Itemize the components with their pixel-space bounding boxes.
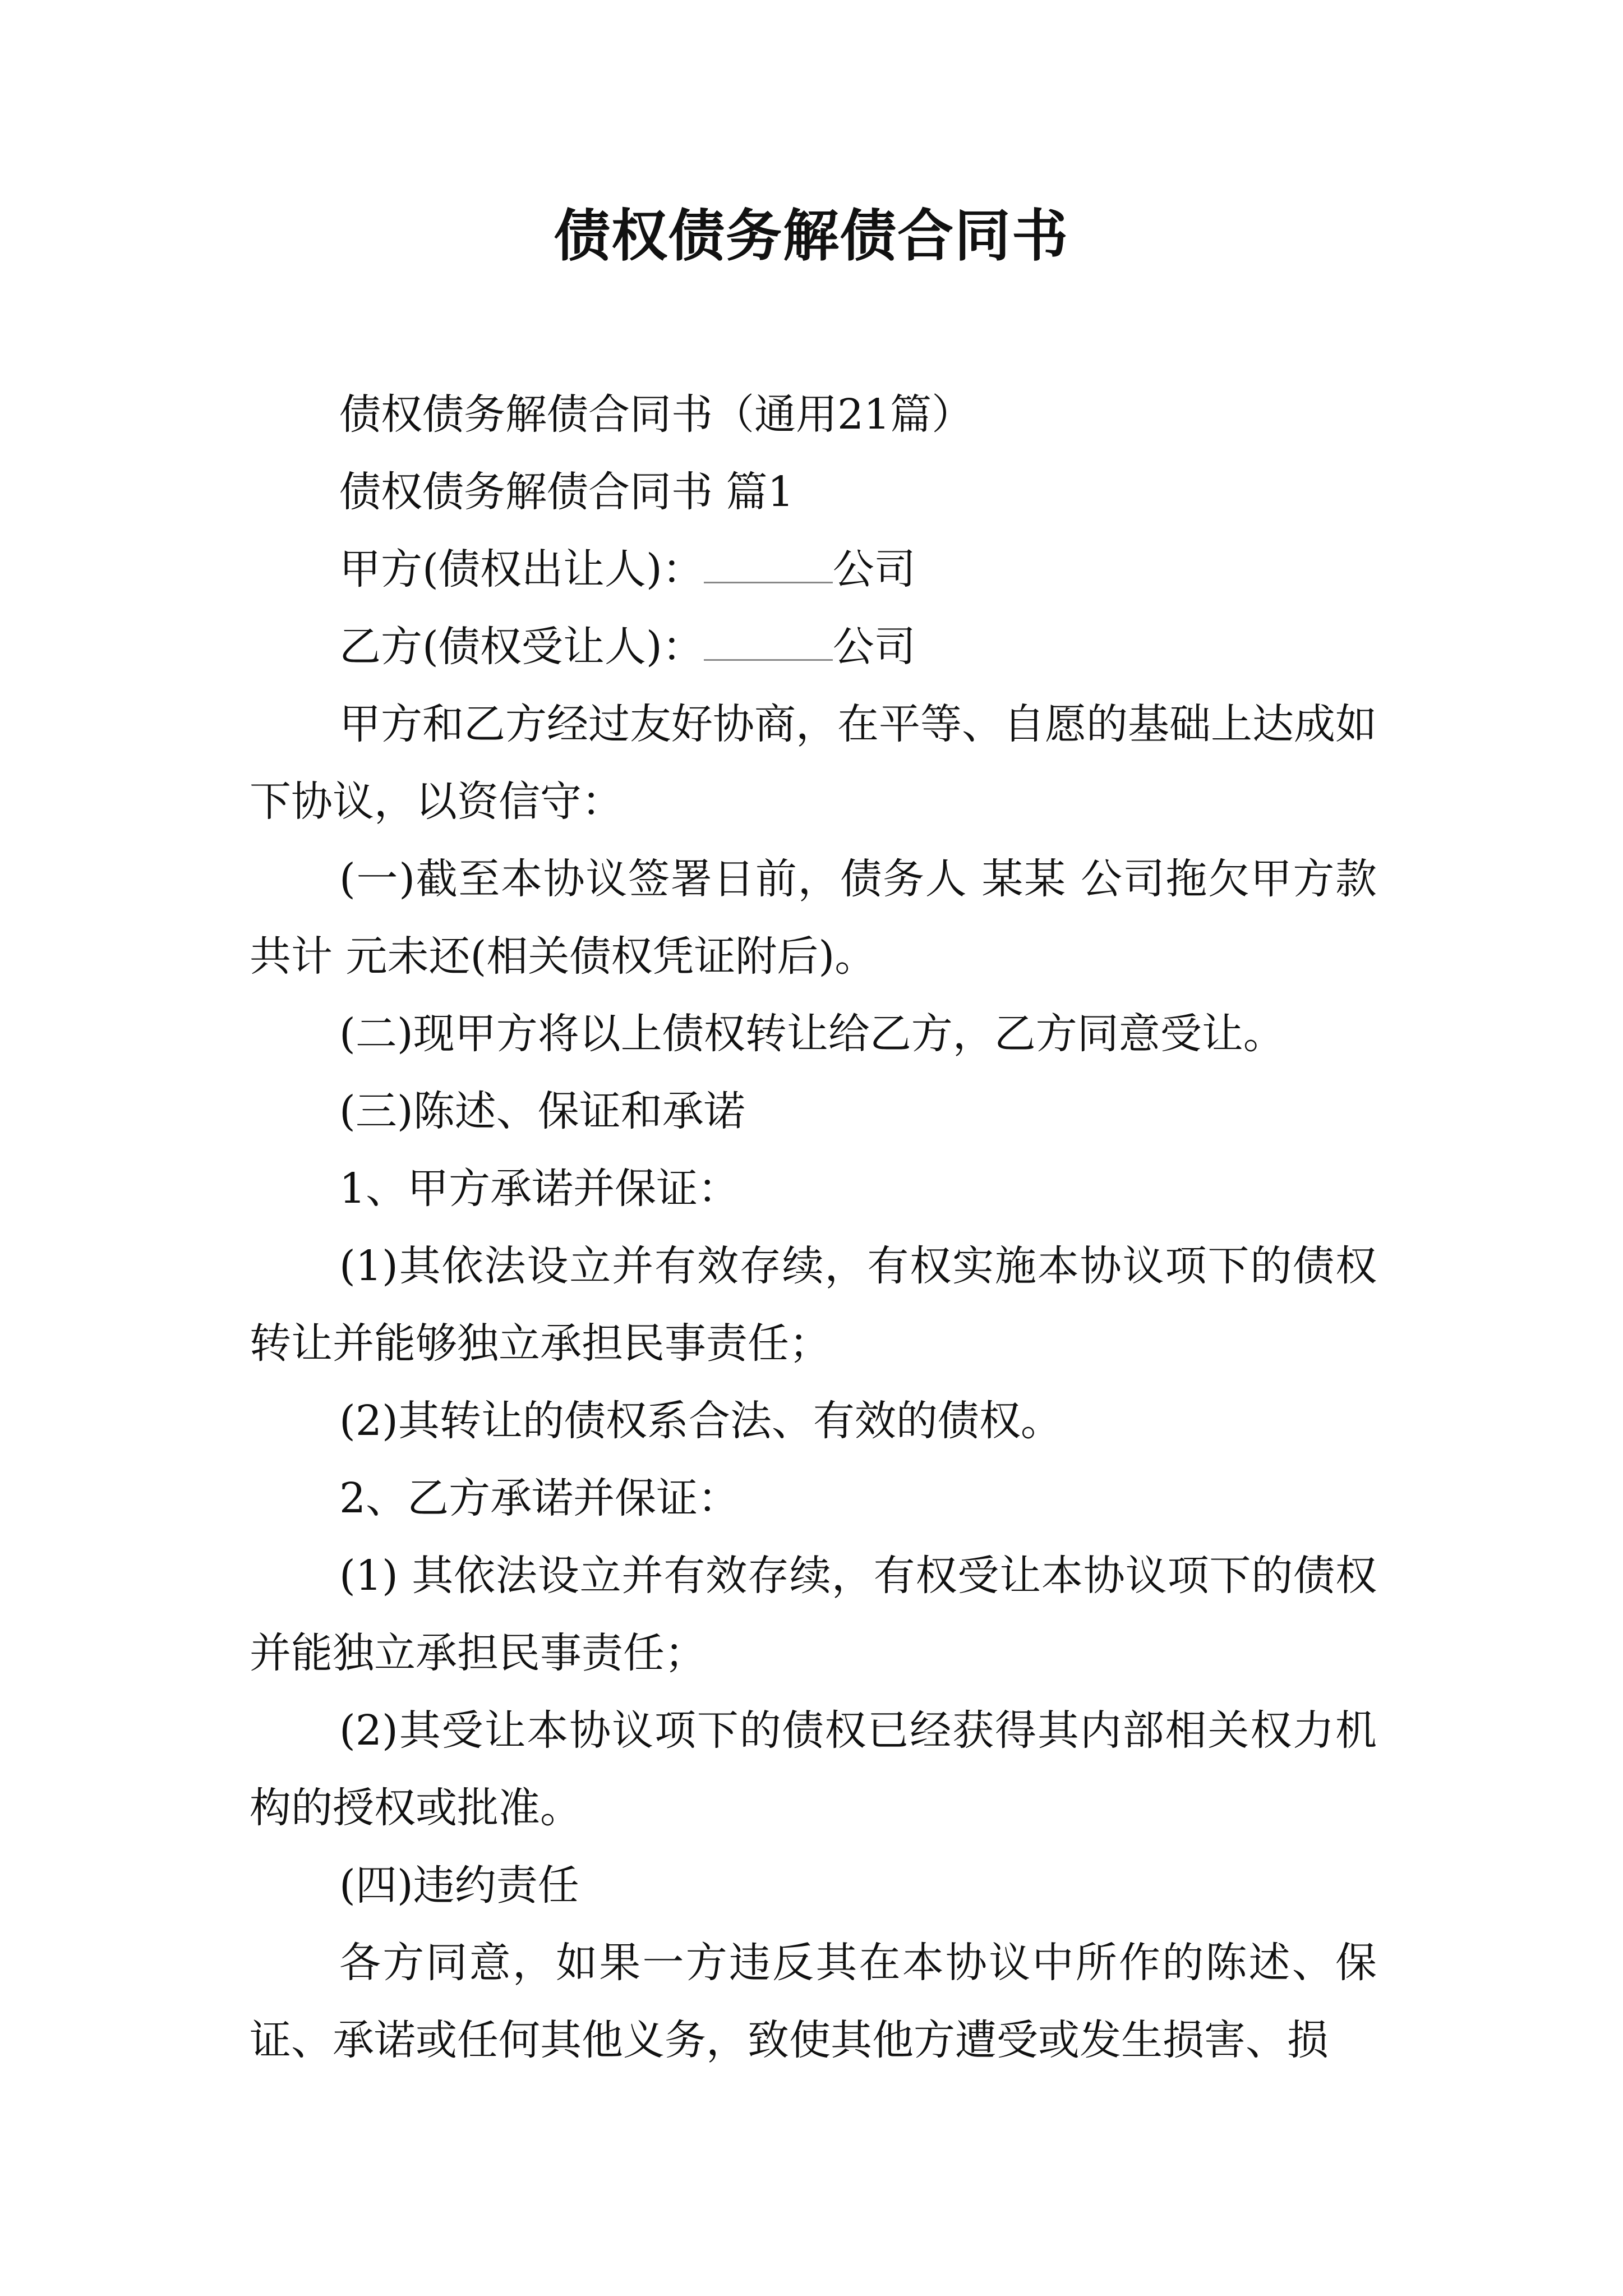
paragraph-clause-3: (三)陈述、保证和承诺 xyxy=(339,1087,745,1135)
party-a-blank xyxy=(704,542,833,583)
paragraph-clause-3-2-a: (1) 其依法设立并有效存续，有权受让本协议项下的债权并能独立承担民事责任； xyxy=(250,1552,1377,1677)
paragraph-section-heading: 债权债务解债合同书 篇1 xyxy=(339,468,794,516)
party-b-label: 乙方(债权受让人)： xyxy=(339,623,704,671)
party-a-suffix: 公司 xyxy=(832,545,916,593)
paragraph-clause-3-1: 1、甲方承诺并保证： xyxy=(339,1165,740,1213)
paragraph-party-b xyxy=(250,608,1377,685)
document-body xyxy=(250,376,1377,2079)
party-b-suffix: 公司 xyxy=(832,623,916,671)
paragraph-clause-4: (四)违约责任 xyxy=(339,1861,579,1910)
paragraph-clause-3-1-a: (1)其依法设立并有效存续，有权实施本协议项下的债权转让并能够独立承担民事责任； xyxy=(250,1242,1377,1368)
paragraph-party-a xyxy=(250,531,1377,608)
party-a-label: 甲方(债权出让人)： xyxy=(339,545,704,593)
paragraph-intro: 甲方和乙方经过友好协商，在平等、自愿的基础上达成如下协议，以资信守： xyxy=(250,700,1377,826)
paragraph-clause-3-2: 2、乙方承诺并保证： xyxy=(339,1474,740,1522)
party-b-blank xyxy=(704,620,833,661)
paragraph-subtitle: 债权债务解债合同书（通用21篇） xyxy=(339,390,974,439)
paragraph-clause-3-1-b: (2)其转让的债权系合法、有效的债权。 xyxy=(339,1397,1062,1445)
paragraph-clause-3-2-b: (2)其受让本协议项下的债权已经获得其内部相关权力机构的授权或批准。 xyxy=(250,1706,1377,1832)
paragraph-clause-4-text: 各方同意，如果一方违反其在本协议中所作的陈述、保证、承诺或任何其他义务，致使其他方遭受或发生损害、损 xyxy=(250,1939,1377,2064)
paragraph-clause-2: (二)现甲方将以上债权转让给乙方，乙方同意受让。 xyxy=(339,1010,1285,1058)
paragraph-clause-1: (一)截至本协议签署日前，债务人 某某 公司拖欠甲方款共计 元未还(相关债权凭证附后)。 xyxy=(250,855,1377,981)
document-title: 债权债务解债合同书 xyxy=(554,203,1069,269)
